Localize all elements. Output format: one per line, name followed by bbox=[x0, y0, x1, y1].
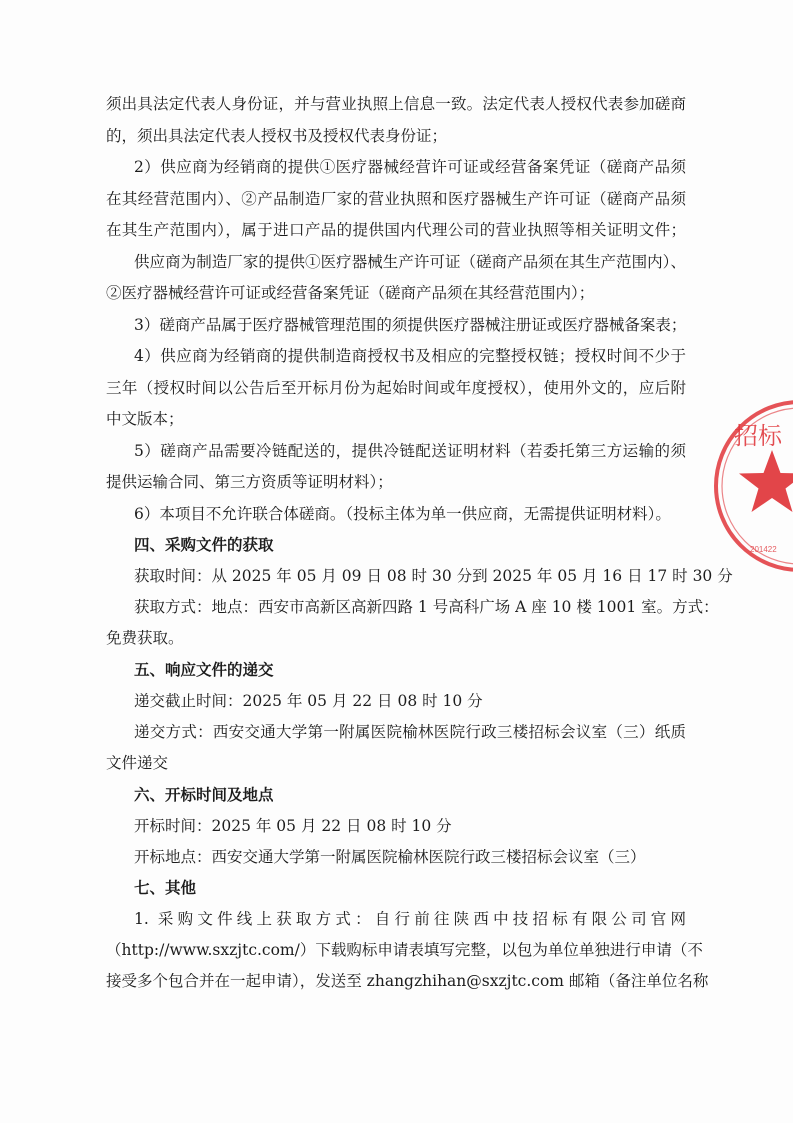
body-line: 递交截止时间：2025 年 05 月 22 日 08 时 10 分 bbox=[134, 692, 483, 710]
body-line: 接受多个包合并在一起申请），发送至 zhangzhihan@sxzjtc.com 邮箱（备注单位名称 bbox=[106, 972, 709, 990]
body-line: 4）供应商为经销商的提供制造商授权书及相应的完整授权链；授权时间不少于 bbox=[134, 347, 686, 365]
section-heading: 七、其他 bbox=[134, 878, 197, 897]
body-line: 的，须出具法定代表人授权书及授权代表身份证； bbox=[106, 127, 448, 145]
body-line: 提供运输合同、第三方资质等证明材料）； bbox=[106, 473, 393, 491]
body-line: 在其生产范围内），属于进口产品的提供国内代理公司的营业执照等相关证明文件； bbox=[106, 221, 686, 239]
body-line: 中文版本； bbox=[106, 410, 184, 428]
body-line: 获取时间：从 2025 年 05 月 09 日 08 时 30 分到 2025 年 05 月 16 日 17 时 30 分 bbox=[134, 567, 733, 585]
body-line: 开标地点：西安交通大学第一附属医院榆林医院行政三楼招标会议室（三） bbox=[134, 848, 646, 866]
body-line: 开标时间：2025 年 05 月 22 日 08 时 10 分 bbox=[134, 817, 452, 835]
body-line: 文件递交 bbox=[106, 754, 169, 772]
section-heading: 五、响应文件的递交 bbox=[134, 660, 274, 679]
body-line: 免费获取。 bbox=[106, 629, 184, 647]
body-line: 3）磋商产品属于医疗器械管理范围的须提供医疗器械注册证或医疗器械备案表； bbox=[134, 316, 687, 334]
body-line: 递交方式：西安交通大学第一附属医院榆林医院行政三楼招标会议室（三）纸质 bbox=[134, 723, 686, 741]
body-line: ②医疗器械经营许可证或经营备案凭证（磋商产品须在其经营范围内）； bbox=[106, 284, 595, 302]
section-heading: 六、开标时间及地点 bbox=[134, 785, 274, 804]
section-heading: 四、采购文件的获取 bbox=[134, 535, 274, 554]
body-line: 供应商为制造厂家的提供①医疗器械生产许可证（磋商产品须在其生产范围内）、 bbox=[134, 253, 686, 271]
body-line: 2）供应商为经销商的提供①医疗器械经营许可证或经营备案凭证（磋商产品须 bbox=[134, 158, 686, 176]
official-seal bbox=[712, 400, 793, 572]
body-line: （http://www.sxzjtc.com/）下载购标申请表填写完整，以包为单位单独进行申请（不 bbox=[106, 941, 703, 959]
body-line: 5）磋商产品需要冷链配送的，提供冷链配送证明材料（若委托第三方运输的须 bbox=[134, 442, 686, 460]
seal-number: 201422 bbox=[750, 545, 777, 554]
body-line: 1. 采购文件线上获取方式：自行前往陕西中技招标有限公司官网 bbox=[134, 910, 686, 928]
body-line: 须出具法定代表人身份证，并与营业执照上信息一致。法定代表人授权代表参加磋商 bbox=[106, 95, 686, 113]
body-line: 6）本项目不允许联合体磋商。（投标主体为单一供应商，无需提供证明材料）。 bbox=[134, 505, 671, 523]
seal-text: 招标 bbox=[734, 424, 782, 450]
body-line: 三年（授权时间以公告后至开标月份为起始时间或年度授权），使用外文的，应后附 bbox=[106, 379, 686, 397]
seal-star-icon bbox=[739, 450, 793, 512]
body-line: 获取方式：地点：西安市高新区高新四路 1 号高科广场 A 座 10 楼 1001 室。方式： bbox=[134, 598, 719, 616]
body-line: 在其经营范围内）、②产品制造厂家的营业执照和医疗器械生产许可证（磋商产品须 bbox=[106, 190, 686, 208]
